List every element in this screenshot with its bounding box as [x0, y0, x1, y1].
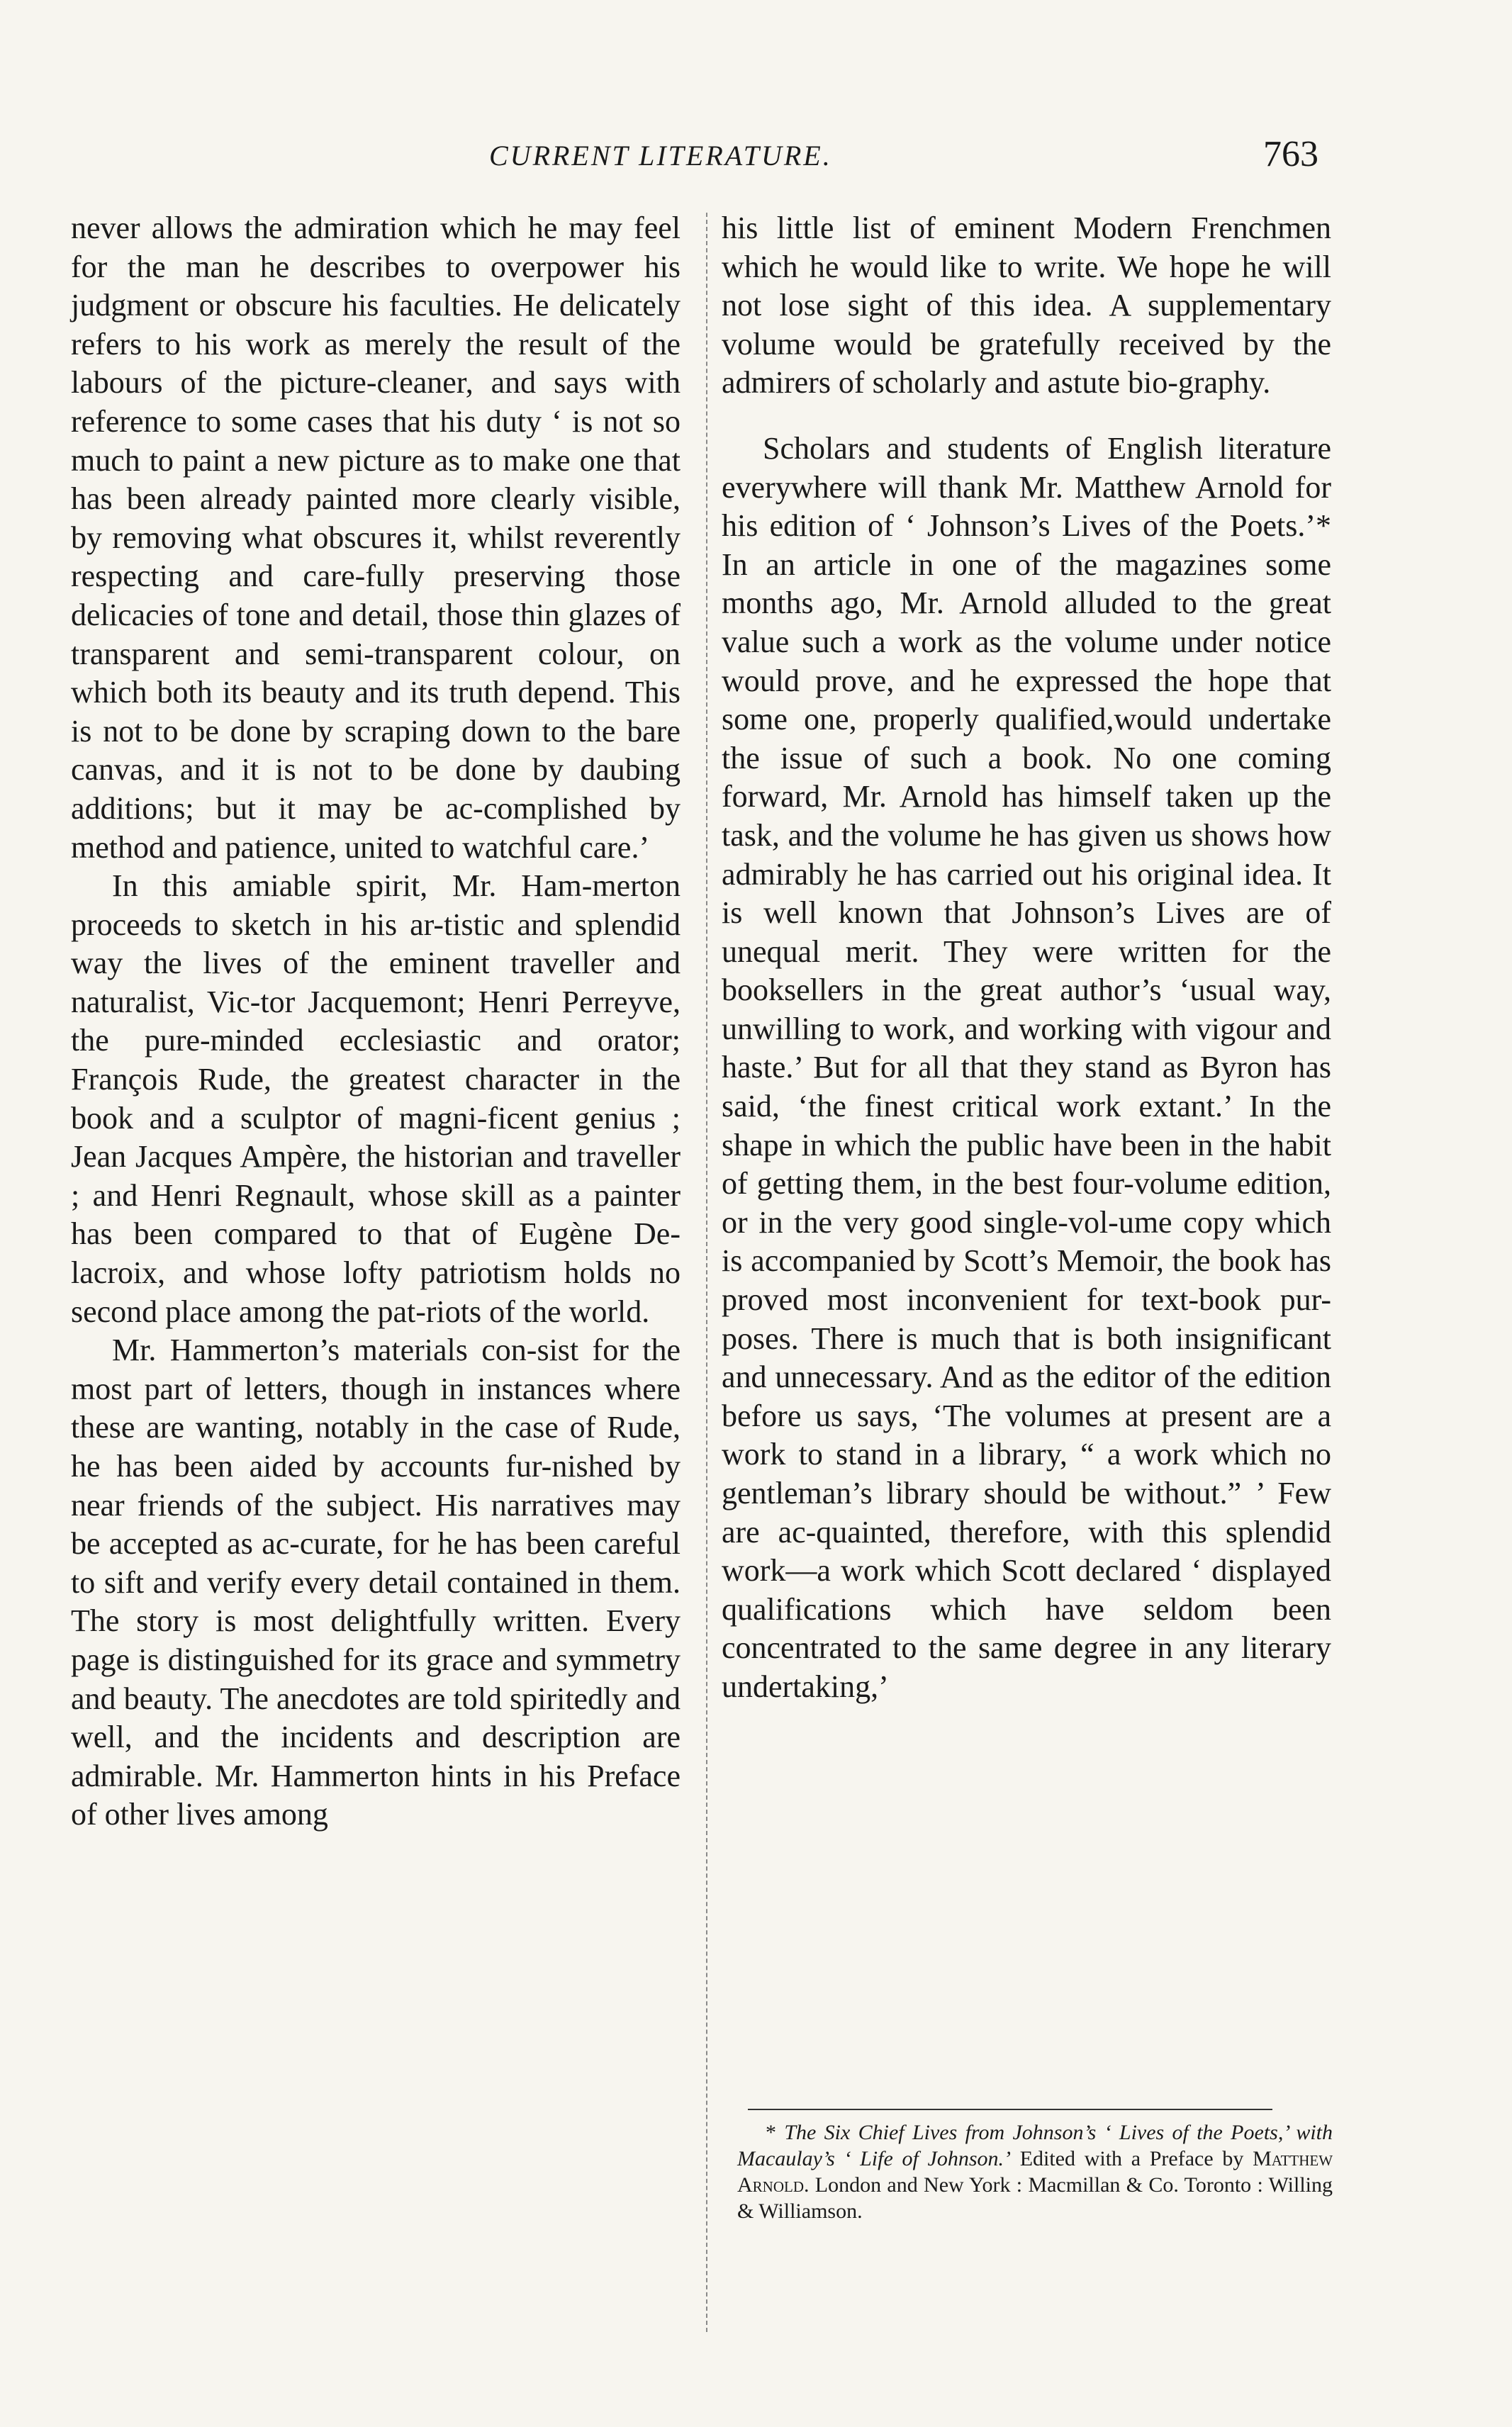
paragraph: Mr. Hammerton’s materials con-sist for the most part of letters, though in instances where these are wanting, notably in the case of Rude, he has been aided by accounts fur-nished by near friends of the subject. His narratives may be accepted as ac-curate, for he has been careful to sift and verify every detail contained in them. The story is most delightfully written. Every page is distinguished for its grace and symmetry and beauty. The anecdotes are told spiritedly and well, and the incidents and description are admirable. Mr. Hammerton hints in his Preface of other lives among — [71, 1333, 681, 1832]
footnote-edited-prefix: Edited with a Preface by — [1019, 2147, 1244, 2170]
footnote-rule — [748, 2109, 1272, 2110]
left-column — [71, 209, 681, 1834]
footnote-imprint: London and New York : Macmillan & Co. Toronto : Willing & Williamson. — [737, 2173, 1333, 2223]
paragraph: Scholars and students of English literature everywhere will thank Mr. Matthew Arnold for his edition of ‘ Johnson’s Lives of the Poets.’* In an article in one of the magazines some months ago, Mr. Arnold alluded to the great value such a work as the volume under notice would prove, and he expressed the hope that some one, properly qualified,would undertake the issue of such a book. No one coming forward, Mr. Arnold has himself taken up the task, and the volume he has given us shows how admirably he has carried out his original idea. It is well known that Johnson’s Lives are of unequal merit. They were written for the booksellers in the great author’s ‘usual way, unwilling to work, and working with vigour and haste.’ But for all that they stand as Byron has said, ‘the finest critical work extant.’ In the shape in which the public have been in the habit of getting them, in the best four-volume edition, or in the very good single-vol-ume copy which is accompanied by Scott’s Memoir, the book has proved most inconvenient for text-book pur-poses. There is much that is both insignificant and unnecessary. And as the editor of the edition before us says, ‘The volumes at present are a work to stand in a library, “ a work which no gentleman’s library should be without.” ’ Few are ac-quainted, therefore, with this splendid work—a work which Scott declared ‘ displayed qualifications which have seldom been concentrated to the same degree in any literary undertaking,’ — [722, 430, 1331, 1704]
page-number: 763 — [1263, 134, 1318, 174]
footnote-text — [737, 2119, 1333, 2224]
paragraph: In this amiable spirit, Mr. Ham-merton proceeds to sketch in his ar-tistic and splendid way the lives of the eminent traveller and naturalist, Vic-tor Jacquemont; Henri Perreyve, the pure-minded ecclesiastic and orator; François Rude, the greatest character in the book and a sculptor of magni-ficent genius ; Jean Jacques Ampère, the historian and traveller ; and Henri Regnault, whose skill as a painter has been compared to that of Eugène De-lacroix, and whose lofty patriotism holds no second place among the pat-riots of the world. — [71, 868, 681, 1329]
page-header — [489, 133, 1318, 190]
paragraph: never allows the admiration which he may feel for the man he describes to overpower his judgment or obscure his faculties. He delicately refers to his work as merely the result of the labours of the picture-cleaner, and says with reference to some cases that his duty ‘ is not so much to paint a new picture as to make one that has been already painted more clearly visible, by removing what obscures it, whilst reverently respecting and care-fully preserving those delicacies of tone and detail, those thin glazes of transparent and semi-transparent colour, on which both its beauty and its truth depend. This is not to be done by scraping down to the bare canvas, and it is not to be done by daubing additions; but it may be ac-complished by method and patience, united to watchful care.’ — [71, 211, 681, 865]
running-head: CURRENT LITERATURE. — [489, 140, 832, 172]
column-divider — [706, 213, 707, 2332]
paragraph: his little list of eminent Modern Frenchmen which he would like to write. We hope he will not lose sight of this idea. A supplementary volume would be gratefully received by the admirers of scholarly and astute bio-graphy. — [722, 211, 1331, 400]
footnote — [737, 2119, 1333, 2224]
footnote-title: The Six Chief Lives from Johnson’s ‘ Lives of the Poets,’ with Macaulay’s ‘ Life of Johnson.’ — [737, 2121, 1333, 2170]
right-column — [722, 209, 1331, 1707]
footnote-editor: Matthew Arnold. — [737, 2147, 1333, 2197]
footnote-marker: * — [766, 2121, 776, 2144]
